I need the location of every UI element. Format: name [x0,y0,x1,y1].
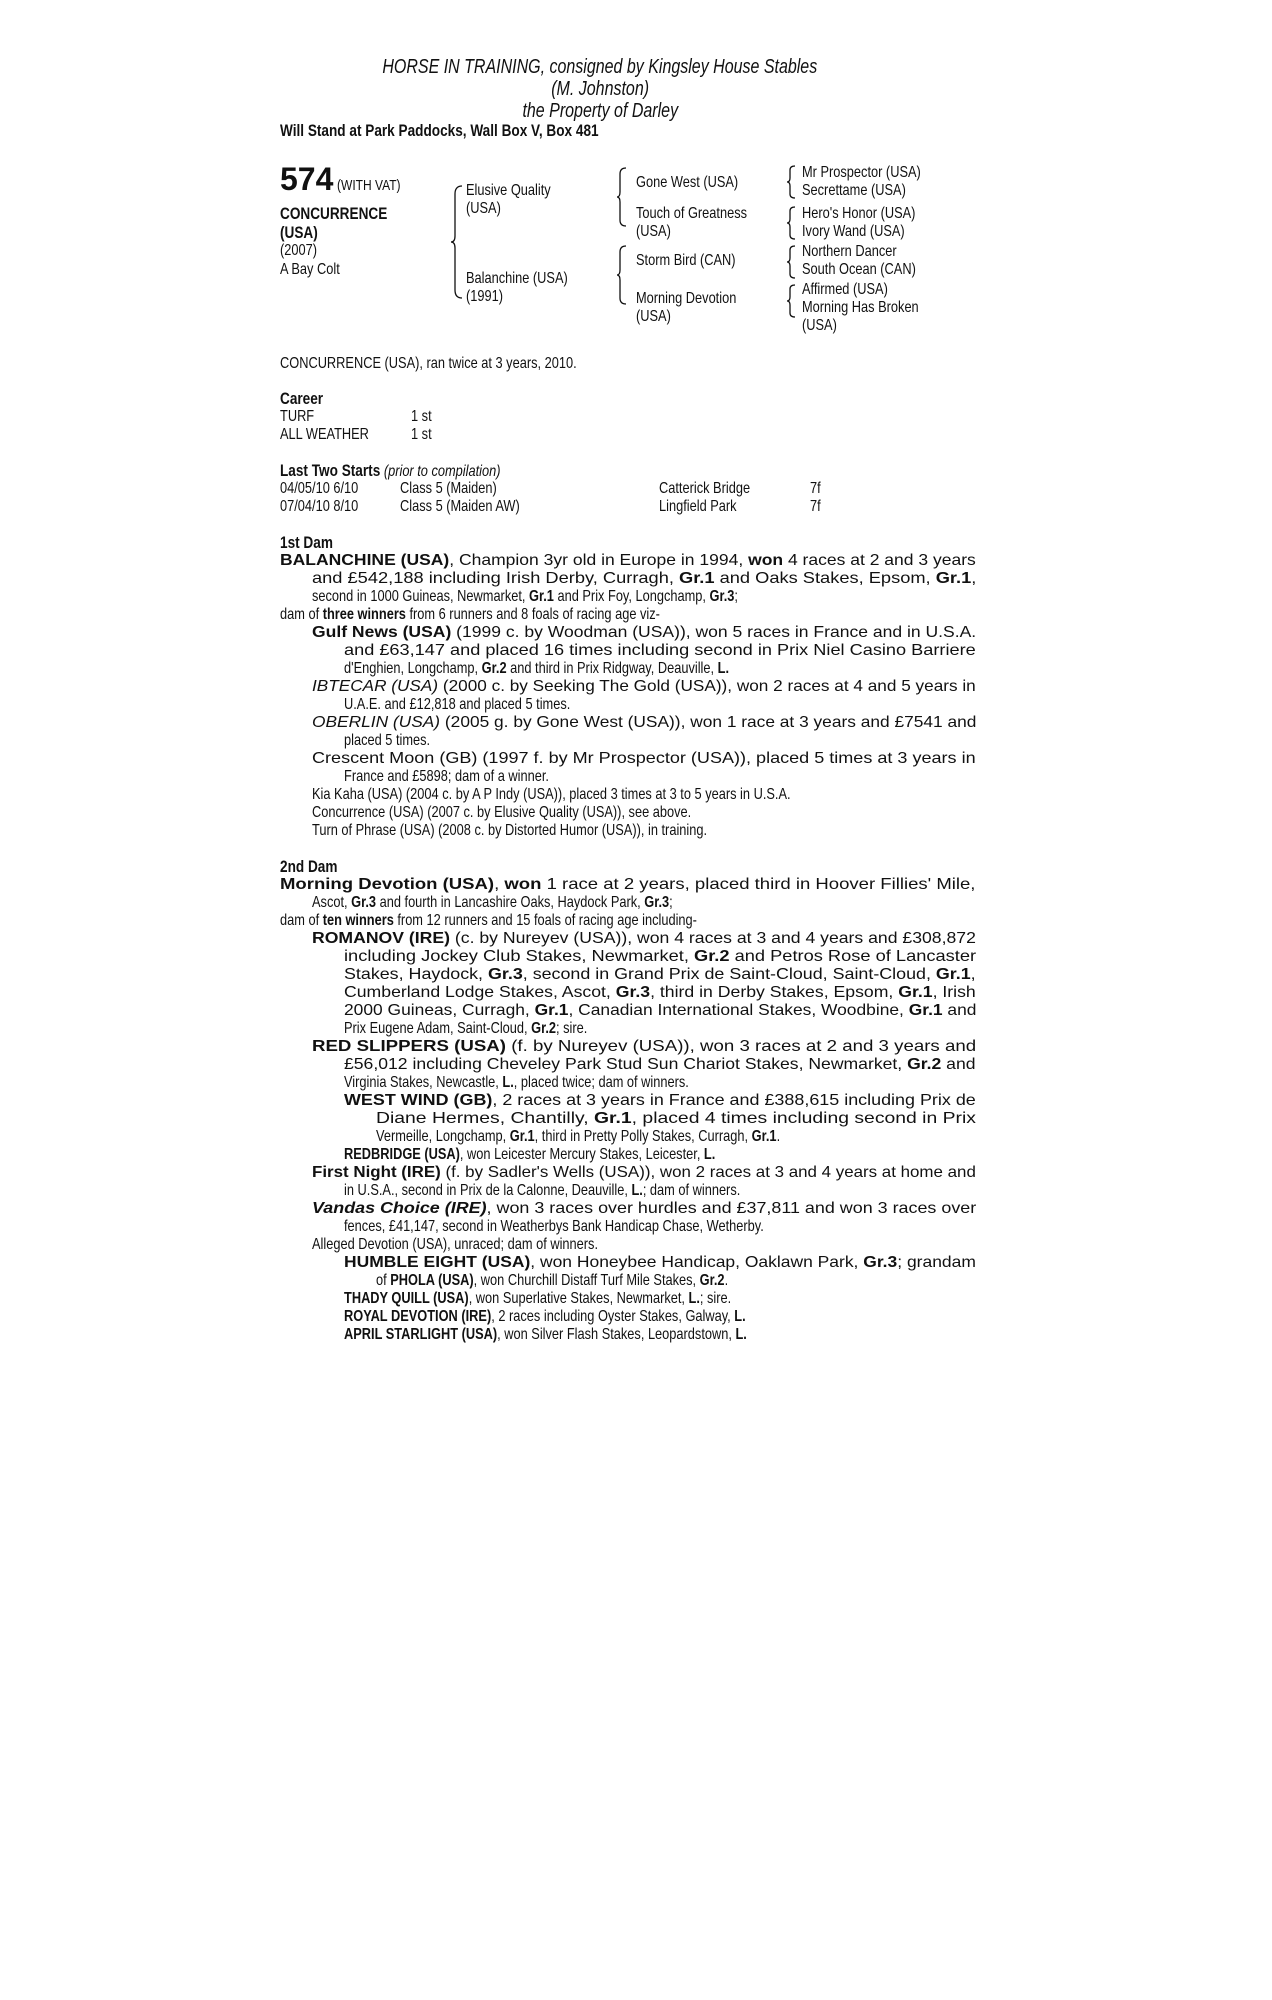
produce-line: THADY QUILL (USA), won Superlative Stakes, Newmarket, L.; sire. [344,1290,732,1307]
produce-line: Diane Hermes, Chantilly, Gr.1, placed 4 times including second in Prix [376,1110,976,1127]
stand-location: Will Stand at Park Paddocks, Wall Box V, Box 481 [280,121,599,140]
produce-line: and £63,147 and placed 16 times including second in Prix Niel Casino Barriere [344,642,976,659]
produce-line: U.A.E. and £12,818 and placed 5 times. [344,696,571,713]
produce-line: France and £5898; dam of a winner. [344,768,549,785]
produce-line: Turn of Phrase (USA) (2008 c. by Distorted Humor (USA)), in training. [312,822,708,839]
career-row: TURF [280,408,315,425]
pedigree-ddd: Morning Has Broken (USA) [802,299,919,334]
pedigree-brace-4 [786,164,796,200]
pedigree-ssd: Secrettame (USA) [802,182,906,199]
produce-line: Virginia Stakes, Newcastle, L., placed twice; dam of winners. [344,1074,689,1091]
produce-line: Cumberland Lodge Stakes, Ascot, Gr.3, third in Derby Stakes, Epsom, Gr.1, Irish [344,984,976,1001]
produce-line: fences, £41,147, second in Weatherbys Bank Handicap Chase, Wetherby. [344,1218,764,1235]
second-dam-line: Morning Devotion (USA), won 1 race at 2 years, placed third in Hoover Fillies' Mile, [280,876,976,893]
second-dam-produce-intro: dam of ten winners from 12 runners and 15 foals of racing age including- [280,912,697,929]
produce-line: First Night (IRE) (f. by Sadler's Wells (USA)), won 2 races at 3 and 4 years at home and [312,1164,976,1181]
produce-line: ROMANOV (IRE) (c. by Nureyev (USA)), won 4 races at 3 and 4 years and £308,872 [312,930,976,947]
pedigree-dsd: South Ocean (CAN) [802,261,916,278]
first-dam-line: second in 1000 Guineas, Newmarket, Gr.1 and Prix Foy, Longchamp, Gr.3; [312,588,738,605]
produce-line: IBTECAR (USA) (2000 c. by Seeking The Gold (USA)), won 2 races at 4 and 5 years in [312,678,976,695]
start-row-course: Lingfield Park [659,498,737,515]
produce-line: APRIL STARLIGHT (USA), won Silver Flash Stakes, Leopardstown, L. [344,1326,747,1343]
pedigree-sire: Elusive Quality (USA) [466,182,551,217]
first-dam-line: BALANCHINE (USA), Champion 3yr old in Europe in 1994, won 4 races at 2 and 3 years [280,552,976,569]
produce-line: REDBRIDGE (USA), won Leicester Mercury Stakes, Leicester, L. [344,1146,716,1163]
produce-line: of PHOLA (USA), won Churchill Distaff Turf Mile Stakes, Gr.2. [376,1272,729,1289]
pedigree-sire-dam: Touch of Greatness (USA) [636,205,747,240]
horse-description: A Bay Colt [280,261,340,278]
horse-name: CONCURRENCE [280,204,388,223]
pedigree-brace-2 [616,166,628,228]
produce-line: Gulf News (USA) (1999 c. by Woodman (USA)), won 5 races in France and in U.S.A. [312,624,977,641]
start-row-date: 07/04/10 8/10 [280,498,359,515]
produce-line: RED SLIPPERS (USA) (f. by Nureyev (USA)), won 3 races at 2 and 3 years and [312,1038,977,1055]
start-row-course: Catterick Bridge [659,480,751,497]
first-dam-heading: 1st Dam [280,533,333,552]
consignor-title: HORSE IN TRAINING, consigned by Kingsley House Stables [382,56,818,78]
produce-line: Concurrence (USA) (2007 c. by Elusive Quality (USA)), see above. [312,804,692,821]
career-result: 1 st [411,408,432,425]
career-result: 1 st [411,426,432,443]
career-heading: Career [280,389,324,408]
pedigree-sds: Hero's Honor (USA) [802,205,916,222]
produce-line: OBERLIN (USA) (2005 g. by Gone West (USA)), won 1 race at 3 years and £7541 and [312,714,977,731]
produce-line: placed 5 times. [344,732,431,749]
pedigree-dss: Northern Dancer [802,243,897,260]
start-row-race: Class 5 (Maiden AW) [400,498,520,515]
start-row-race: Class 5 (Maiden) [400,480,497,497]
produce-line: £56,012 including Cheveley Park Stud Sun Chariot Stakes, Newmarket, Gr.2 and [344,1056,976,1073]
trainer-line: (M. Johnston) [551,78,649,100]
pedigree-dam-sire: Storm Bird (CAN) [636,252,736,269]
pedigree-brace-1 [450,184,464,300]
produce-line: WEST WIND (GB), 2 races at 3 years in France and £388,615 including Prix de [344,1092,976,1109]
produce-line: including Jockey Club Stakes, Newmarket, Gr.2 and Petros Rose of Lancaster [344,948,977,965]
pedigree-brace-3 [616,244,628,306]
produce-line: d'Enghien, Longchamp, Gr.2 and third in Prix Ridgway, Deauville, L. [344,660,730,677]
produce-line: Vermeille, Longchamp, Gr.1, third in Pretty Polly Stakes, Curragh, Gr.1. [376,1128,781,1145]
pedigree-brace-7 [786,283,796,319]
pedigree-dam-dam: Morning Devotion (USA) [636,290,737,325]
property-line: the Property of Darley [522,100,678,122]
produce-line: Alleged Devotion (USA), unraced; dam of winners. [312,1236,599,1253]
pedigree-dds: Affirmed (USA) [802,281,888,298]
second-dam-line: Ascot, Gr.3 and fourth in Lancashire Oaks, Haydock Park, Gr.3; [312,894,673,911]
lot-number: 574 (WITH VAT) [280,161,401,197]
pedigree-brace-5 [786,205,796,241]
start-row-distance: 7f [810,498,821,515]
first-dam-line: and £542,188 including Irish Derby, Curragh, Gr.1 and Oaks Stakes, Epsom, Gr.1, [312,570,977,587]
horse-country: (USA) [280,223,318,242]
produce-line: Kia Kaha (USA) (2004 c. by A P Indy (USA)), placed 3 times at 3 to 5 years in U.S.A. [312,786,791,803]
produce-line: Vandas Choice (IRE), won 3 races over hurdles and £37,811 and won 3 races over [312,1200,977,1217]
start-row-distance: 7f [810,480,821,497]
pedigree-sdd: Ivory Wand (USA) [802,223,905,240]
career-row: ALL WEATHER [280,426,369,443]
pedigree-sire-sire: Gone West (USA) [636,174,739,191]
produce-line: in U.S.A., second in Prix de la Calonne, Deauville, L.; dam of winners. [344,1182,741,1199]
produce-line: 2000 Guineas, Curragh, Gr.1, Canadian International Stakes, Woodbine, Gr.1 and [344,1002,977,1019]
produce-line: ROYAL DEVOTION (IRE), 2 races including Oyster Stakes, Galway, L. [344,1308,746,1325]
pedigree-brace-6 [786,244,796,280]
race-summary: CONCURRENCE (USA), ran twice at 3 years, 2010. [280,355,577,372]
produce-line: Prix Eugene Adam, Saint-Cloud, Gr.2; sire. [344,1020,588,1037]
foaling-year: (2007) [280,242,317,259]
pedigree-sss: Mr Prospector (USA) [802,164,921,181]
pedigree-dam: Balanchine (USA) (1991) [466,270,568,305]
first-dam-produce-intro: dam of three winners from 6 runners and 8 foals of racing age viz- [280,606,660,623]
start-row-date: 04/05/10 6/10 [280,480,359,497]
last-starts-heading: Last Two Starts (prior to compilation) [280,461,501,480]
produce-line: Crescent Moon (GB) (1997 f. by Mr Prospector (USA)), placed 5 times at 3 years in [312,750,976,767]
produce-line: Stakes, Haydock, Gr.3, second in Grand Prix de Saint-Cloud, Saint-Cloud, Gr.1, [344,966,976,983]
second-dam-heading: 2nd Dam [280,857,338,876]
produce-line: HUMBLE EIGHT (USA), won Honeybee Handicap, Oaklawn Park, Gr.3; grandam [344,1254,976,1271]
